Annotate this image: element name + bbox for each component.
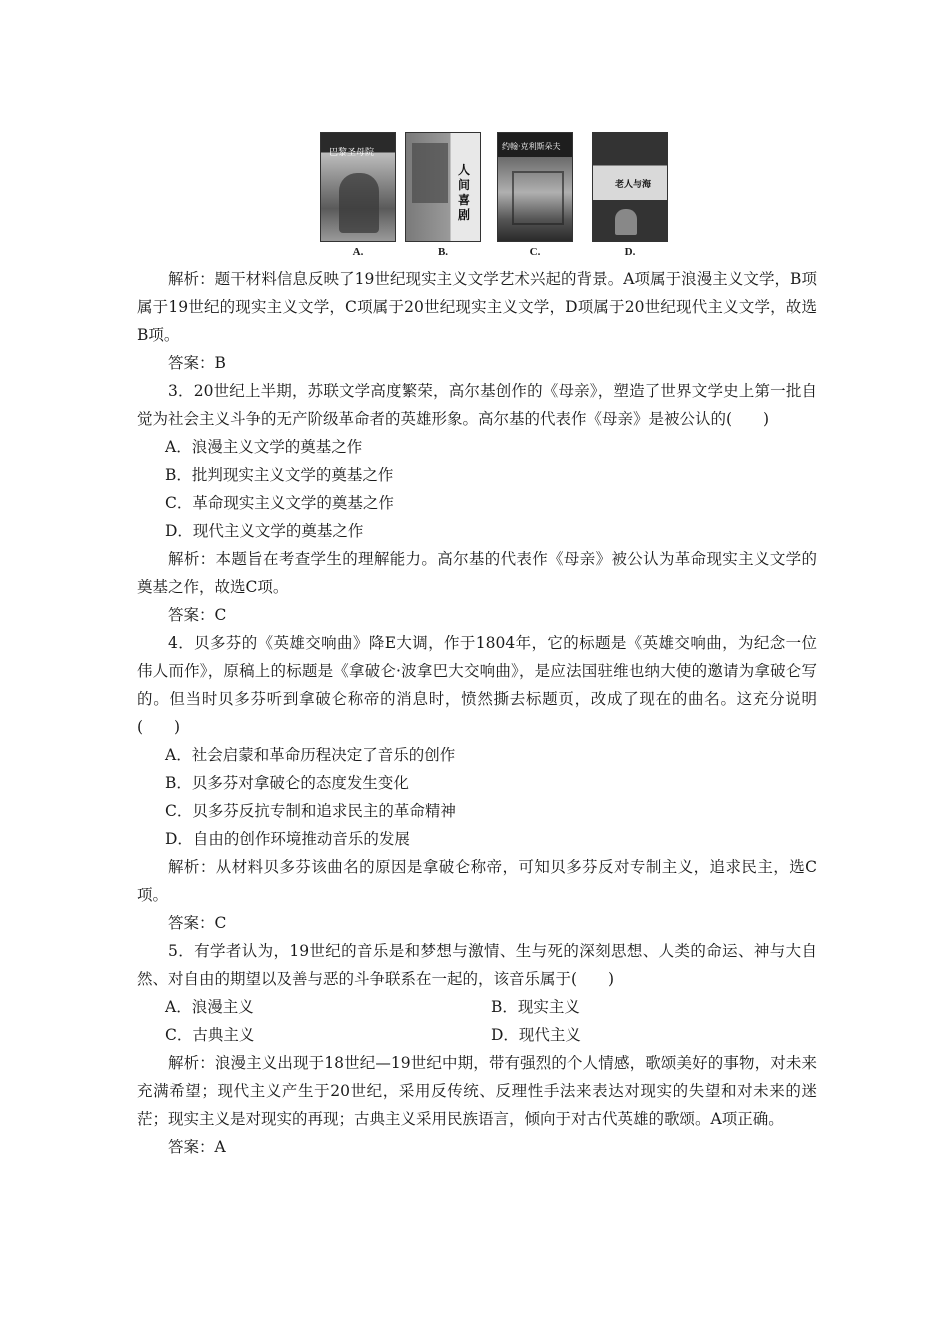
q4-option-b: B．贝多芬对拿破仑的态度发生变化 bbox=[165, 774, 409, 792]
q3-option-d: D．现代主义文学的奠基之作 bbox=[165, 522, 364, 540]
q5-stem: 5．有学者认为，19世纪的音乐是和梦想与激情、生与死的深刻思想、人类的命运、神与大自然、对自由的期望以及善与恶的斗争联系在一起的，该音乐属于( ) bbox=[137, 942, 817, 988]
q5-option-a: A．浪漫主义 bbox=[165, 998, 254, 1016]
book-cover-b bbox=[405, 132, 481, 242]
q5-option-d: D．现代主义 bbox=[491, 1026, 581, 1044]
caption-c: C. bbox=[529, 246, 541, 258]
cover-d-title: 老人与海 bbox=[615, 180, 652, 190]
content-body bbox=[137, 265, 817, 1161]
q3-stem: 3．20世纪上半期，苏联文学高度繁荣，高尔基创作的《母亲》，塑造了世界文学史上第一批自觉为社会主义斗争的无产阶级革命者的英雄形象。高尔基的代表作《母亲》是被公认的( ) bbox=[137, 382, 817, 428]
q4-answer: 答案：C bbox=[168, 914, 227, 932]
q4-stem: 4．贝多芬的《英雄交响曲》降E大调，作于1804年，它的标题是《英雄交响曲，为纪念一位伟人而作》，原稿上的标题是《拿破仑·波拿巴大交响曲》，是应法国驻维也纳大使的邀请为拿破仑写的。但当时贝多芬听到拿破仑称帝的消息时，愤然撕去标题页，改成了现在的曲名。这充分说明( ) bbox=[137, 634, 817, 736]
q4-option-a: A．社会启蒙和革命历程决定了音乐的创作 bbox=[165, 746, 456, 764]
book-cover-d bbox=[592, 132, 668, 242]
q4-option-c: C．贝多芬反抗专制和追求民主的革命精神 bbox=[165, 802, 456, 820]
q3-analysis: 解析：本题旨在考查学生的理解能力。高尔基的代表作《母亲》被公认为革命现实主义文学的奠基之作，故选C项。 bbox=[137, 550, 817, 596]
q5-option-b: B．现实主义 bbox=[491, 998, 580, 1016]
q3-option-a: A．浪漫主义文学的奠基之作 bbox=[165, 438, 363, 456]
q3-option-b: B．批判现实主义文学的奠基之作 bbox=[165, 466, 394, 484]
q4-option-d: D．自由的创作环境推动音乐的发展 bbox=[165, 830, 410, 848]
q5-options-row-1 bbox=[137, 993, 817, 1021]
q5-options-row-2 bbox=[137, 1021, 817, 1049]
cover-b-title: 人间喜剧 bbox=[458, 163, 471, 222]
cover-d-portrait bbox=[615, 209, 637, 235]
book-covers-figure bbox=[312, 128, 676, 262]
cover-a-illustration bbox=[339, 173, 379, 233]
cover-b-illustration bbox=[412, 143, 448, 203]
cover-a-title: 巴黎圣母院 bbox=[329, 148, 375, 158]
book-cover-a bbox=[320, 132, 396, 242]
q2-analysis: 解析：题干材料信息反映了19世纪现实主义文学艺术兴起的背景。A项属于浪漫主义文学，B项属于19世纪的现实主义文学，C项属于20世纪现实主义文学，D项属于20世纪现代主义文学，故选B项。 bbox=[137, 270, 817, 344]
book-cover-c bbox=[497, 132, 573, 242]
q4-analysis: 解析：从材料贝多芬该曲名的原因是拿破仑称帝，可知贝多芬反对专制主义，追求民主，选C项。 bbox=[137, 858, 817, 904]
cover-c-illustration bbox=[512, 171, 564, 225]
q3-answer: 答案：C bbox=[168, 606, 227, 624]
cover-c-title: 约翰·克利斯朵夫 bbox=[502, 142, 561, 151]
caption-a: A. bbox=[352, 246, 364, 258]
q2-answer: 答案：B bbox=[168, 354, 226, 372]
caption-b: B. bbox=[437, 246, 449, 258]
q5-analysis: 解析：浪漫主义出现于18世纪—19世纪中期，带有强烈的个人情感，歌颂美好的事物，对未来充满希望；现代主义产生于20世纪，采用反传统、反理性手法来表达对现实的失望和对未来的迷茫；现实主义是对现实的再现；古典主义采用民族语言，倾向于对古代英雄的歌颂。A项正确。 bbox=[137, 1054, 817, 1128]
q5-answer: 答案：A bbox=[168, 1138, 226, 1156]
caption-d: D. bbox=[624, 246, 636, 258]
q3-option-c: C．革命现实主义文学的奠基之作 bbox=[165, 494, 394, 512]
q5-option-c: C．古典主义 bbox=[165, 1026, 255, 1044]
